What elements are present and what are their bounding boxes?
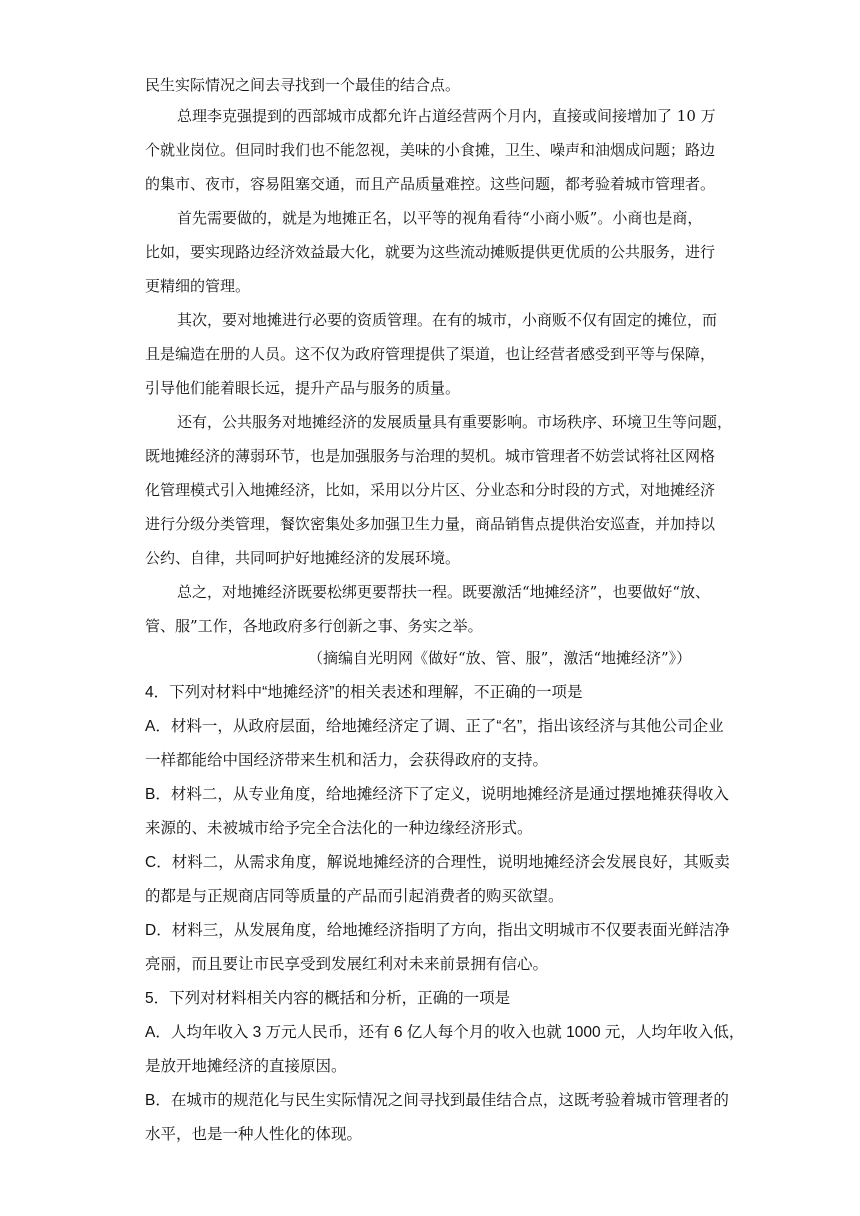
passage-line: 还有，公共服务对地摊经济的发展质量具有重要影响。市场秩序、环境卫生等问题， (177, 413, 733, 431)
question-5-option-b: B．在城市的规范化与民生实际情况之间寻找到最佳结合点，这既考验着城市管理者的 (145, 1092, 729, 1109)
question-5-option-b-cont: 水平，也是一种人性化的体现。 (145, 1126, 363, 1143)
passage-line: 民生实际情况之间去寻找到一个最佳的结合点。 (145, 76, 461, 94)
passage-line: 管、服”工作，各地政府多行创新之事、务实之举。 (145, 617, 483, 635)
passage-line: 引导他们能着眼长远，提升产品与服务的质量。 (145, 379, 461, 397)
question-5-stem: 5．下列对材料相关内容的概括和分析，正确的一项是 (145, 990, 511, 1007)
question-5-option-a: A．人均年收入 3 万元人民币，还有 6 亿人每个月的收入也就 1000 元，人均年收入低， (145, 1024, 745, 1041)
passage-line: 比如，要实现路边经济效益最大化，就要为这些流动摊贩提供更优质的公共服务，进行 (145, 243, 716, 261)
passage-line: 总之，对地摊经济既要松绑更要帮扶一程。既要激活“地摊经济”，也要做好“放、 (177, 583, 711, 601)
question-4-option-b-cont: 来源的、未被城市给予完全合法化的一种边缘经济形式。 (145, 820, 533, 837)
question-4-option-c: C．材料二，从需求角度，解说地摊经济的合理性，说明地摊经济会发展良好，其贩卖 (145, 854, 730, 871)
question-4-option-d-cont: 亮丽，而且要让市民享受到发展红利对未来前景拥有信心。 (145, 956, 549, 973)
question-4-option-a: A．材料一，从政府层面，给地摊经济定了调、正了“名”，指出该经济与其他公司企业 (145, 718, 724, 735)
passage-line: 化管理模式引入地摊经济，比如，采用以分片区、分业态和分时段的方式，对地摊经济 (145, 481, 716, 499)
question-4-stem: 4．下列对材料中“地摊经济”的相关表述和理解，不正确的一项是 (145, 684, 583, 701)
passage-line: 更精细的管理。 (145, 277, 251, 295)
question-5-option-a-cont: 是放开地摊经济的直接原因。 (145, 1058, 347, 1075)
question-4-option-d: D．材料三，从发展角度，给地摊经济指明了方向，指出文明城市不仅要表面光鲜洁净 (145, 922, 730, 939)
passage-line: 的集市、夜市，容易阻塞交通，而且产品质量难控。这些问题，都考验着城市管理者。 (145, 175, 716, 193)
question-4-option-b: B．材料二，从专业角度，给地摊经济下了定义，说明地摊经济是通过摆地摊获得收入 (145, 786, 729, 803)
passage-line: 总理李克强提到的西部城市成都允许占道经营两个月内，直接或间接增加了 10 万 (177, 107, 716, 125)
passage-line: 其次，要对地摊进行必要的资质管理。在有的城市，小商贩不仅有固定的摊位，而 (177, 311, 718, 329)
question-4-option-c-cont: 的都是与正规商店同等质量的产品而引起消费者的购买欲望。 (145, 888, 564, 905)
passage-line: 既地摊经济的薄弱环节，也是加强服务与治理的契机。城市管理者不妨尝试将社区网格 (145, 447, 716, 465)
passage-line: 首先需要做的，就是为地摊正名，以平等的视角看待“小商小贩”。小商也是商， (177, 209, 703, 227)
passage-line: 公约、自律，共同呵护好地摊经济的发展环境。 (145, 549, 461, 567)
passage-line: 个就业岗位。但同时我们也不能忽视，美味的小食摊，卫生、噪声和油烟成问题；路边 (145, 141, 716, 159)
passage-line: 进行分级分类管理，餐饮密集处多加强卫生力量，商品销售点提供治安巡查，并加持以 (145, 515, 716, 533)
passage-line: 且是编造在册的人员。这不仅为政府管理提供了渠道，也让经营者感受到平等与保障， (145, 345, 716, 363)
question-4-option-a-cont: 一样都能给中国经济带来生机和活力，会获得政府的支持。 (145, 752, 549, 769)
passage-source: （摘编自光明网《做好“放、管、服”，激活“地摊经济”》） (308, 649, 692, 667)
